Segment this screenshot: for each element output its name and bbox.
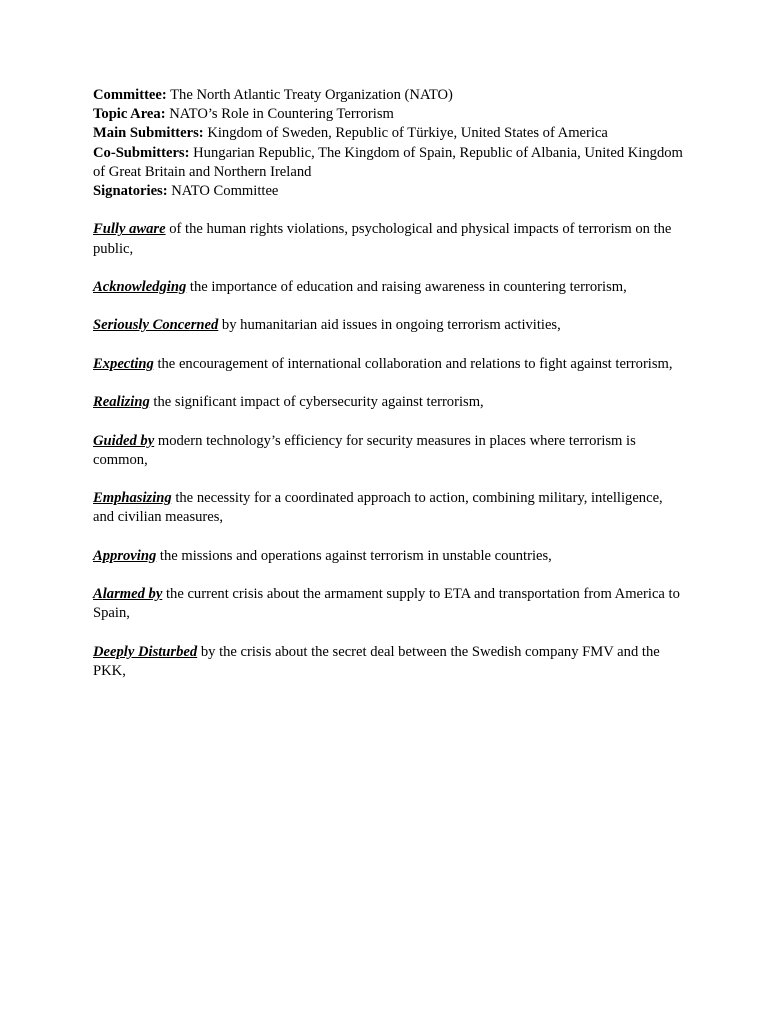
clause-text: the importance of education and raising awareness in countering terrorism, [186, 279, 627, 295]
clause-lead: Expecting [93, 355, 154, 372]
clause-expecting [93, 355, 683, 374]
clause-lead: Fully aware [93, 221, 166, 238]
clause-deeply-disturbed [93, 643, 683, 681]
clause-text: by humanitarian aid issues in ongoing terrorism activities, [218, 317, 561, 334]
clause-approving [93, 547, 683, 566]
clause-text: the significant impact of cybersecurity against terrorism, [149, 394, 484, 411]
clause-lead: Realizing [93, 394, 150, 411]
topic-label: Topic Area: [93, 106, 166, 123]
clause-acknowledging [93, 278, 683, 297]
committee-line [93, 86, 683, 105]
signatories-label: Signatories: [93, 183, 168, 200]
clause-lead: Seriously Concerned [93, 317, 219, 334]
clause-seriously-concerned [93, 316, 683, 335]
clause-emphasizing [93, 489, 683, 527]
clause-text: of the human rights violations, psychological and physical impacts of terrorism on the public, [93, 221, 672, 257]
clause-lead: Approving [93, 547, 157, 564]
co-submitters-value: Hungarian Republic, The Kingdom of Spain, Republic of Albania, United Kingdom of Great Britain and Northern Ireland [93, 144, 683, 180]
clause-realizing [93, 393, 683, 412]
clause-text: the encouragement of international collaboration and relations to fight against terrorism, [153, 355, 673, 372]
document-page [93, 86, 683, 700]
clause-lead: Emphasizing [93, 490, 172, 507]
clause-text: the current crisis about the armament supply to ETA and transportation from America to Spain, [93, 586, 680, 622]
clause-text: the missions and operations against terrorism in unstable countries, [156, 547, 552, 564]
committee-value: The North Atlantic Treaty Organization (NATO) [166, 87, 453, 103]
topic-line [93, 105, 683, 124]
clause-lead: Alarmed by [93, 586, 163, 603]
clause-text: by the crisis about the secret deal between the Swedish company FMV and the PKK, [93, 643, 660, 679]
main-submitters-label: Main Submitters: [93, 125, 204, 142]
signatories-line [93, 182, 683, 201]
preambulatory-clauses [93, 220, 683, 681]
clause-lead: Guided by [93, 432, 155, 449]
main-submitters-line [93, 124, 683, 143]
clause-text: the necessity for a coordinated approach to action, combining military, intelligence, and civilian measures, [93, 490, 663, 526]
clause-lead: Acknowledging [93, 279, 187, 295]
topic-value: NATO’s Role in Countering Terrorism [165, 106, 394, 123]
co-submitters-label: Co-Submitters: [93, 144, 190, 161]
clause-guided-by [93, 432, 683, 470]
resolution-header [93, 86, 683, 201]
clause-lead: Deeply Disturbed [93, 643, 198, 660]
clause-fully-aware [93, 220, 683, 258]
signatories-value: NATO Committee [167, 183, 279, 200]
main-submitters-value: Kingdom of Sweden, Republic of Türkiye, United States of America [203, 125, 608, 142]
committee-label: Committee: [93, 87, 167, 103]
co-submitters-line [93, 144, 683, 182]
clause-text: modern technology’s efficiency for security measures in places where terrorism is common, [93, 432, 636, 468]
clause-alarmed-by [93, 585, 683, 623]
